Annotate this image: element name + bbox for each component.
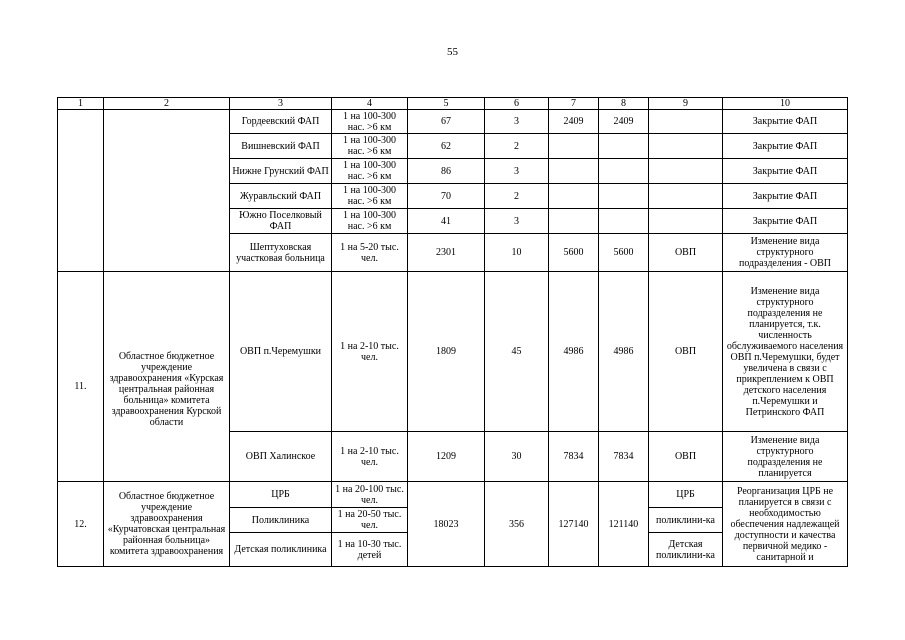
col-header: 3 bbox=[230, 98, 332, 110]
table-row bbox=[58, 482, 848, 508]
cell-5: 62 bbox=[408, 134, 485, 159]
cell-9: ЦРБ bbox=[649, 482, 723, 508]
cell-8: 2409 bbox=[599, 110, 649, 134]
cell-7: 127140 bbox=[549, 482, 599, 567]
cell-10: Реорганизация ЦРБ не планируется в связи с необходимостью обеспечения надлежащей доступности и качества первичной медико - санитарной и bbox=[723, 482, 848, 567]
cell-6: 30 bbox=[485, 432, 549, 482]
facility-name: Детская поликлиника bbox=[230, 533, 332, 567]
cell-9: ОВП bbox=[649, 272, 723, 432]
facility-name: ОВП Халинское bbox=[230, 432, 332, 482]
org-name: Областное бюджетное учреждение здравоохранения «Курская центральная районная больница» комитета здравоохранения Курской области bbox=[104, 272, 230, 482]
row-num: 12. bbox=[58, 482, 104, 567]
cell-7: 7834 bbox=[549, 432, 599, 482]
cell-8 bbox=[599, 134, 649, 159]
cell-7 bbox=[549, 184, 599, 209]
header-row bbox=[58, 98, 848, 110]
table-row bbox=[58, 110, 848, 134]
cell-5: 1209 bbox=[408, 432, 485, 482]
cell-8 bbox=[599, 184, 649, 209]
cell-8 bbox=[599, 209, 649, 234]
norm: 1 на 5-20 тыс. чел. bbox=[332, 234, 408, 272]
cell-6: 356 bbox=[485, 482, 549, 567]
cell-7: 5600 bbox=[549, 234, 599, 272]
cell-5: 70 bbox=[408, 184, 485, 209]
cell-5: 18023 bbox=[408, 482, 485, 567]
norm: 1 на 10-30 тыс. детей bbox=[332, 533, 408, 567]
cell-6: 3 bbox=[485, 209, 549, 234]
cell-6: 10 bbox=[485, 234, 549, 272]
col-header: 5 bbox=[408, 98, 485, 110]
cell-9 bbox=[649, 184, 723, 209]
org-name bbox=[104, 110, 230, 272]
cell-7 bbox=[549, 159, 599, 184]
cell-7: 4986 bbox=[549, 272, 599, 432]
cell-8: 121140 bbox=[599, 482, 649, 567]
cell-9: ОВП bbox=[649, 432, 723, 482]
cell-6: 3 bbox=[485, 110, 549, 134]
row-num: 11. bbox=[58, 272, 104, 482]
col-header: 6 bbox=[485, 98, 549, 110]
cell-6: 2 bbox=[485, 134, 549, 159]
facility-name: ОВП п.Черемушки bbox=[230, 272, 332, 432]
cell-7 bbox=[549, 134, 599, 159]
col-header: 1 bbox=[58, 98, 104, 110]
cell-10: Закрытие ФАП bbox=[723, 110, 848, 134]
norm: 1 на 100-300 нас. >6 км bbox=[332, 159, 408, 184]
facility-name: Поликлиника bbox=[230, 508, 332, 533]
col-header: 4 bbox=[332, 98, 408, 110]
norm: 1 на 20-100 тыс. чел. bbox=[332, 482, 408, 508]
facility-name: Вишневский ФАП bbox=[230, 134, 332, 159]
cell-8: 4986 bbox=[599, 272, 649, 432]
page-number: 55 bbox=[447, 46, 458, 58]
norm: 1 на 2-10 тыс. чел. bbox=[332, 272, 408, 432]
facility-name: ЦРБ bbox=[230, 482, 332, 508]
cell-9: поликлини-ка bbox=[649, 508, 723, 533]
cell-7: 2409 bbox=[549, 110, 599, 134]
facility-name: Нижне Грунский ФАП bbox=[230, 159, 332, 184]
cell-10: Закрытие ФАП bbox=[723, 134, 848, 159]
cell-8: 5600 bbox=[599, 234, 649, 272]
cell-10: Изменение вида структурного подразделения - ОВП bbox=[723, 234, 848, 272]
cell-9: ОВП bbox=[649, 234, 723, 272]
cell-5: 86 bbox=[408, 159, 485, 184]
cell-6: 45 bbox=[485, 272, 549, 432]
norm: 1 на 2-10 тыс. чел. bbox=[332, 432, 408, 482]
cell-10: Изменение вида структурного подразделения не планируется, т.к. численность обслуживаемого населения ОВП п.Черемушки, будет увеличена в связи с прикреплением к ОВП детского населения п.Черемушки и Петринского ФАП bbox=[723, 272, 848, 432]
cell-9 bbox=[649, 209, 723, 234]
cell-9 bbox=[649, 134, 723, 159]
norm: 1 на 100-300 нас. >6 км bbox=[332, 209, 408, 234]
cell-9 bbox=[649, 110, 723, 134]
cell-5: 1809 bbox=[408, 272, 485, 432]
cell-10: Закрытие ФАП bbox=[723, 159, 848, 184]
cell-10: Закрытие ФАП bbox=[723, 209, 848, 234]
hospital-table bbox=[57, 97, 848, 567]
facility-name: Журавльский ФАП bbox=[230, 184, 332, 209]
cell-7 bbox=[549, 209, 599, 234]
cell-5: 67 bbox=[408, 110, 485, 134]
norm: 1 на 20-50 тыс. чел. bbox=[332, 508, 408, 533]
cell-6: 3 bbox=[485, 159, 549, 184]
col-header: 7 bbox=[549, 98, 599, 110]
facility-name: Южно Поселковый ФАП bbox=[230, 209, 332, 234]
cell-10: Закрытие ФАП bbox=[723, 184, 848, 209]
norm: 1 на 100-300 нас. >6 км bbox=[332, 184, 408, 209]
org-name: Областное бюджетное учреждение здравоохранения «Курчатовская центральная районная больница» комитета здравоохранения bbox=[104, 482, 230, 567]
cell-10: Изменение вида структурного подразделения не планируется bbox=[723, 432, 848, 482]
cell-9 bbox=[649, 159, 723, 184]
cell-6: 2 bbox=[485, 184, 549, 209]
row-num bbox=[58, 110, 104, 272]
cell-5: 41 bbox=[408, 209, 485, 234]
cell-9: Детская поликлини-ка bbox=[649, 533, 723, 567]
norm: 1 на 100-300 нас. >6 км bbox=[332, 110, 408, 134]
cell-5: 2301 bbox=[408, 234, 485, 272]
table-row bbox=[58, 272, 848, 432]
facility-name: Шептуховская участковая больница bbox=[230, 234, 332, 272]
cell-8: 7834 bbox=[599, 432, 649, 482]
cell-8 bbox=[599, 159, 649, 184]
norm: 1 на 100-300 нас. >6 км bbox=[332, 134, 408, 159]
col-header: 8 bbox=[599, 98, 649, 110]
col-header: 9 bbox=[649, 98, 723, 110]
col-header: 10 bbox=[723, 98, 848, 110]
facility-name: Гордеевский ФАП bbox=[230, 110, 332, 134]
col-header: 2 bbox=[104, 98, 230, 110]
